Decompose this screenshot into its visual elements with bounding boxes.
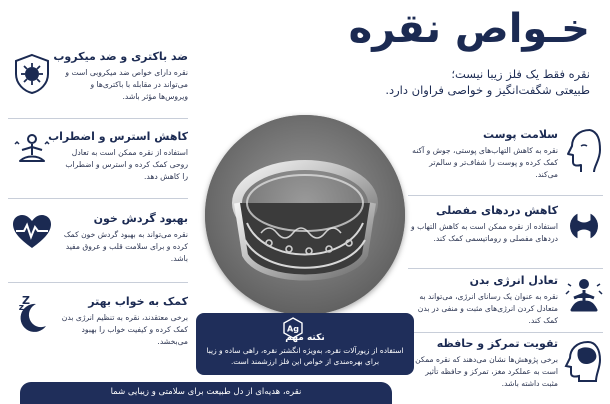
item-title: سلامت پوست <box>483 128 558 141</box>
knee-joint-icon <box>560 202 608 250</box>
page-title: خـواص نقره <box>348 6 590 52</box>
divider <box>8 282 188 283</box>
divider <box>408 195 603 196</box>
left-item-circulation <box>18 212 188 265</box>
item-text: نقره به کاهش التهاب‌های پوستی، جوش و آکنه کمک کرده و پوست را شفاف‌تر و سالم‌تر می‌کند. <box>412 146 558 179</box>
left-item-stress <box>18 130 188 183</box>
item-text: برخی معتقدند، نقره به تنظیم انرژی بدن کمک کرده و کیفیت خواب را بهبود می‌بخشد. <box>61 313 188 346</box>
right-item-skin <box>408 128 558 181</box>
item-title: کاهش دردهای مفصلی <box>435 204 558 217</box>
item-text: استفاده از نقره ممکن است به کاهش التهاب و دردهای مفصلی و روماتیسمی کمک کند. <box>411 222 558 243</box>
silver-ring-image <box>205 115 405 315</box>
body-energy-icon <box>560 272 608 320</box>
item-text: نقره می‌تواند به بهبود گردش خون کمک کرده و برای سلامت قلب و عروق مفید باشد. <box>63 230 188 263</box>
item-text: استفاده از نقره ممکن است به تعادل روحی کمک کرده و استرس و اضطراب را کاهش دهد. <box>65 148 188 181</box>
item-text: نقره دارای خواص ضد میکروبی است و می‌تواند در مقابله با باکتری‌ها و ویروس‌ها مؤثر باشد. <box>65 68 188 101</box>
right-item-energy <box>408 274 558 327</box>
divider <box>8 118 188 119</box>
right-item-focus <box>408 337 558 390</box>
item-title: تعادل انرژی بدن <box>469 274 558 287</box>
footer-banner <box>20 382 392 404</box>
divider <box>408 268 603 269</box>
tip-text: استفاده از زیورآلات نقره، به‌ویژه انگشتر نقره، راهی ساده و زیبا برای بهره‌مندی از خواص این فلز ارزشمند است. <box>206 346 404 366</box>
tip-title: نکته مهم <box>285 333 325 343</box>
svg-text:z: z <box>18 303 24 313</box>
item-text: برخی پژوهش‌ها نشان می‌دهند که نقره ممکن است به عملکرد مغز، تمرکز و حافظه تأثیر مثبت داشته باشد. <box>415 355 558 388</box>
subtitle-line-2: طبیعتی شگفت‌انگیز و خواصی فراوان دارد. <box>385 83 590 97</box>
silver-element-badge-icon <box>282 317 304 339</box>
tip-badge-label: Ag <box>287 324 299 334</box>
item-title: کمک به خواب بهتر <box>88 295 188 308</box>
svg-text:Z: Z <box>22 294 30 307</box>
subtitle-line-1: نقره فقط یک فلز زیبا نیست؛ <box>451 67 590 81</box>
important-tip-panel <box>196 313 414 375</box>
face-profile-icon <box>560 126 608 174</box>
right-item-joints <box>408 204 558 245</box>
item-title: بهبود گردش خون <box>93 212 188 225</box>
page-subtitle <box>290 66 590 98</box>
left-item-sleep <box>18 295 188 348</box>
item-title: تقویت تمرکز و حافظه <box>436 337 558 350</box>
footer-text: نقره، هدیه‌ای از دل طبیعت برای سلامتی و زیبایی شما <box>110 387 302 397</box>
item-title: کاهش استرس و اضطراب <box>48 130 188 143</box>
divider <box>408 332 603 333</box>
divider <box>8 198 188 199</box>
brain-head-icon <box>560 336 608 384</box>
left-item-antibacterial <box>18 50 188 103</box>
item-text: نقره به عنوان یک رسانای انرژی، می‌تواند به متعادل کردن انرژی‌های مثبت و منفی در بدن کمک کند. <box>417 292 558 325</box>
item-title: ضد باکتری و ضد میکروب <box>53 50 188 63</box>
